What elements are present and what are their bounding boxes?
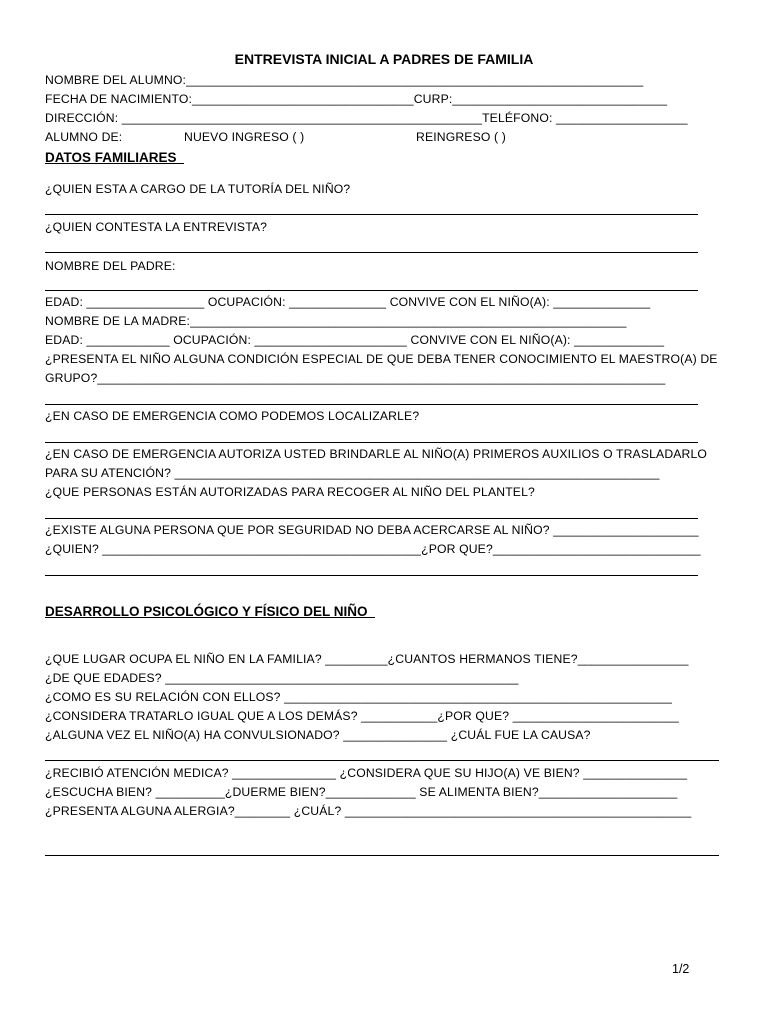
answer-line	[45, 575, 698, 576]
direccion-line: DIRECCIÓN: ____________________________________________________TELÉFONO: ___________________	[45, 111, 688, 125]
edades-line: ¿DE QUE EDADES? ___________________________________________________	[45, 671, 519, 685]
condicion-question-1: ¿PRESENTA EL NIÑO ALGUNA CONDICIÓN ESPECIAL DE QUE DEBA TENER CONOCIMIENTO EL MAESTRO(A) DE	[45, 352, 718, 366]
nuevo-ingreso-option: NUEVO INGRESO ( )	[184, 130, 305, 144]
quien-porque-line: ¿QUIEN? ______________________________________________¿POR QUE?______________________________	[45, 542, 701, 556]
alumno-de-label: ALUMNO DE:	[45, 130, 123, 144]
escucha-line: ¿ESCUCHA BIEN? __________¿DUERME BIEN?_____________ SE ALIMENTA BIEN?____________________	[45, 785, 678, 799]
contesta-question: ¿QUIEN CONTESTA LA ENTREVISTA?	[45, 220, 268, 234]
answer-line	[45, 404, 698, 405]
alergia-line: ¿PRESENTA ALGUNA ALERGIA?________ ¿CUÁL? __________________________________________________	[45, 804, 692, 818]
answer-line	[45, 290, 698, 291]
edad-madre-line: EDAD: ____________ OCUPACIÓN: ______________________ CONVIVE CON EL NIÑO(A): _____________	[45, 333, 665, 347]
answer-line	[45, 518, 698, 519]
auxilios-question-1: ¿EN CASO DE EMERGENCIA AUTORIZA USTED BRINDARLE AL NIÑO(A) PRIMEROS AUXILIOS O TRASLADARLO	[45, 447, 708, 461]
reingreso-option: REINGRESO ( )	[416, 130, 506, 144]
condicion-question-2: GRUPO?__________________________________________________________________________________	[45, 371, 666, 385]
recoger-question: ¿QUE PERSONAS ESTÁN AUTORIZADAS PARA RECOGER AL NIÑO DEL PLANTEL?	[45, 485, 535, 499]
auxilios-question-2: PARA SU ATENCIÓN? ______________________________________________________________________	[45, 466, 660, 480]
nombre-madre-line: NOMBRE DE LA MADRE:_______________________________________________________________	[45, 314, 627, 328]
answer-line	[45, 855, 719, 856]
relacion-line: ¿COMO ES SU RELACIÓN CON ELLOS? ________________________________________________________	[45, 690, 673, 704]
answer-line	[45, 760, 719, 761]
answer-line	[45, 442, 698, 443]
edad-padre-line: EDAD: _________________ OCUPACIÓN: ______________ CONVIVE CON EL NIÑO(A): ______________	[45, 295, 651, 309]
fecha-curp-line: FECHA DE NACIMIENTO:________________________________CURP:_______________________________	[45, 92, 668, 106]
nombre-alumno-line: NOMBRE DEL ALUMNO:__________________________________________________________________	[45, 73, 644, 87]
page-title: ENTREVISTA INICIAL A PADRES DE FAMILIA	[234, 51, 534, 67]
section-datos-familiares: DATOS FAMILIARES	[45, 150, 185, 165]
answer-line	[45, 252, 698, 253]
lugar-hermanos-line: ¿QUE LUGAR OCUPA EL NIÑO EN LA FAMILIA? _________¿CUANTOS HERMANOS TIENE?________________	[45, 652, 689, 666]
tratarlo-line: ¿CONSIDERA TRATARLO IGUAL QUE A LOS DEMÁS? ___________¿POR QUE? ________________________	[45, 709, 679, 723]
page-number: 1/2	[672, 962, 690, 976]
tutoria-question: ¿QUIEN ESTA A CARGO DE LA TUTORÍA DEL NIÑO?	[45, 182, 351, 196]
convulsionado-line: ¿ALGUNA VEZ EL NIÑO(A) HA CONVULSIONADO? _______________ ¿CUÁL FUE LA CAUSA?	[45, 728, 591, 742]
atencion-medica-line: ¿RECIBIÓ ATENCIÓN MEDICA? _______________ ¿CONSIDERA QUE SU HIJO(A) VE BIEN? _______________	[45, 766, 688, 780]
section-desarrollo: DESARROLLO PSICOLÓGICO Y FÍSICO DEL NIÑO	[45, 604, 376, 619]
emergencia-localizar-question: ¿EN CASO DE EMERGENCIA COMO PODEMOS LOCALIZARLE?	[45, 409, 420, 423]
nombre-padre-label: NOMBRE DEL PADRE:	[45, 259, 176, 273]
seguridad-question: ¿EXISTE ALGUNA PERSONA QUE POR SEGURIDAD NO DEBA ACERCARSE AL NIÑO? _____________________	[45, 523, 699, 537]
answer-line	[45, 214, 698, 215]
